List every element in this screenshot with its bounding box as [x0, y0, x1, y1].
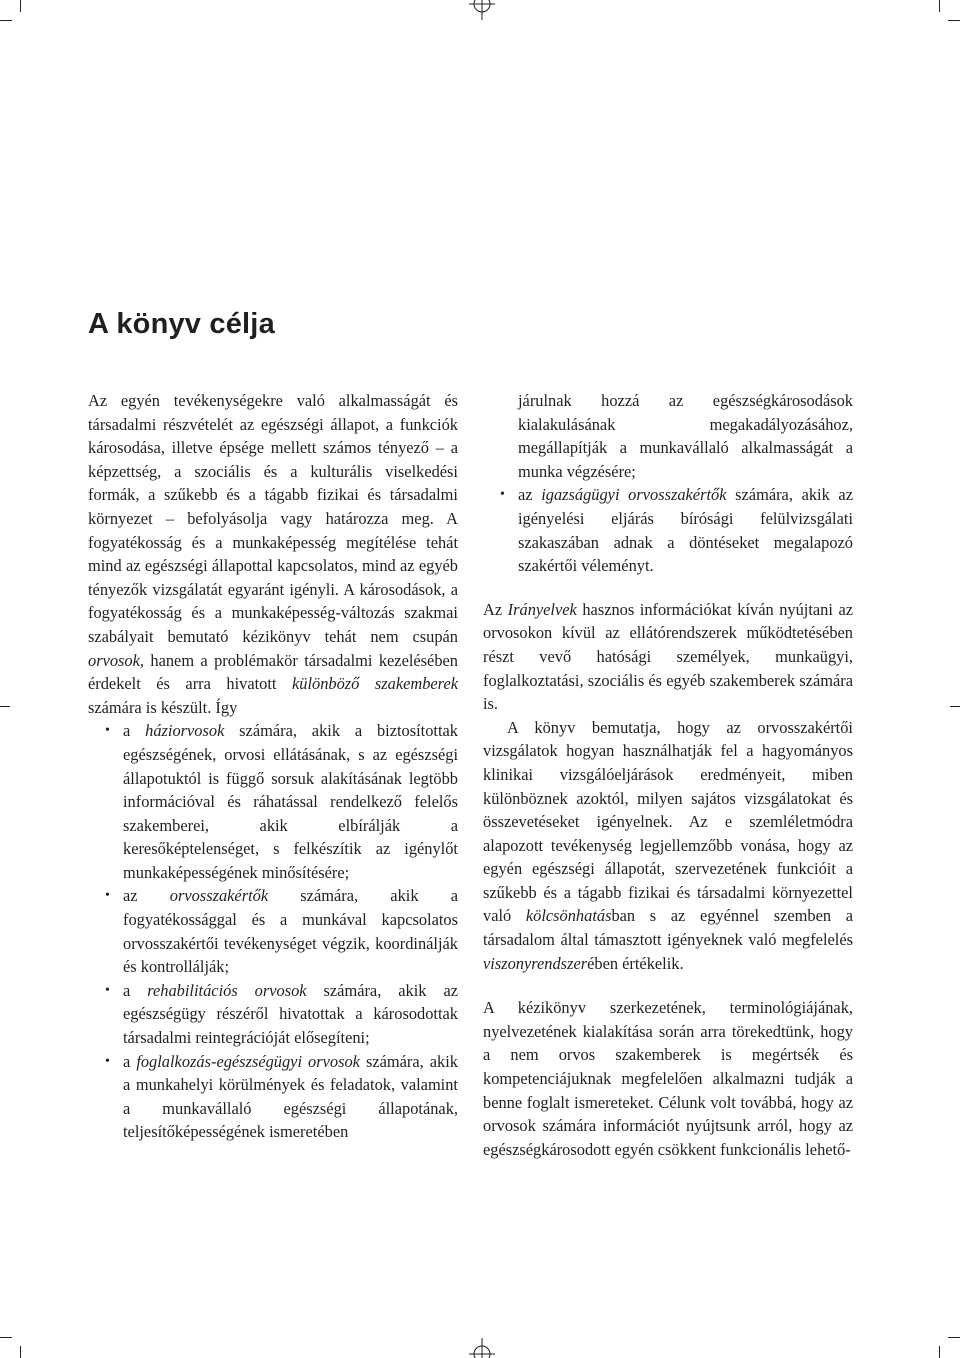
text-run: ében értékelik. — [587, 953, 684, 973]
audience-list-continued — [483, 389, 853, 578]
crop-mark — [939, 0, 940, 12]
crop-mark — [0, 1337, 12, 1338]
right-column — [483, 389, 853, 1161]
text-run: A könyv bemutatja, hogy az orvosszakértői vizsgálatok hogyan használhatják fel a hagyományos klinikai vizsgálóeljárások eredményeit, miben különböznek azoktól, milyen sajátos vizsgálatokat és összevetéseket igényelnek. Az e szemléletmódra alapozott tevékenység legjellemzőbb vonása, hogy az egyén egészségi állapotát, szervezetének funkcióit a szűkebb és a tágabb fizikai és társadalmi környezettel való — [483, 717, 853, 926]
text-run: számára, akik az igényelési eljárás bírósági felülvizsgálati szakaszában adnak a döntéseket megalapozó szakértői véleményt. — [518, 485, 853, 576]
italic-text: orvosok — [88, 650, 140, 670]
text-run: A kézikönyv szerkezetének, terminológiájának, nyelvezetének kialakítása során arra törekedtünk, hogy a nem orvos szakemberek is megértsék és kompetenciájuknak megfelelően alkalmazni tudják a benne foglalt ismereteket. Célunk volt továbbá, hogy az orvosok számára információt nyújtsunk arról, hogy az egészségkárosodott egyén csökkent funkcionális lehető- — [483, 998, 853, 1159]
text-run: az — [123, 886, 170, 906]
paragraph — [483, 716, 853, 976]
page-title: A könyv célja — [88, 308, 275, 340]
crop-mark — [0, 706, 10, 707]
paragraph — [483, 996, 853, 1161]
italic-text: Irányelvek — [507, 599, 577, 619]
crop-mark — [20, 0, 21, 12]
italic-text: rehabilitációs orvosok — [147, 980, 307, 1000]
italic-text: kölcsönhatás — [525, 906, 612, 926]
text-run: , hanem a problémakör társadalmi kezelésében érdekelt és arra hivatott — [88, 650, 458, 694]
text-run: számára, akik az egészségügy részéről hivatottak a károsodottak társadalmi reintegrációját elősegíteni; — [123, 980, 459, 1048]
text-run: hasznos információkat kíván nyújtani az orvosokon kívül az ellátórendszerek működtetésében részt vevő hatósági személyek, munkaügyi, foglalkoztatási, szociális és egyéb szakemberek számára is. — [483, 599, 853, 714]
list-item — [483, 483, 853, 577]
list-item — [88, 979, 458, 1050]
text-run: ban s az egyénnel szemben a társadalom által támasztott igényeknek való megfelelés — [483, 906, 853, 950]
italic-text: igazságügyi orvosszakértők — [541, 485, 727, 505]
text-run: számára, akik a fogyatékossággal és a munkával kapcsolatos orvosszakértői tevékenységet végzik, koordinálják és kontrollálják; — [123, 886, 458, 977]
list-item — [88, 1050, 458, 1144]
audience-list — [88, 719, 458, 1144]
text-run: Az egyén tevékenységekre való alkalmasságát és társadalmi részvételét az egészségi állapot, a funkciók károsodása, illetve épsége mellett számos tényező – a képzettség, a szociális és a kulturális viselkedési formák, a szűkebb és a tágabb fizikai és társadalmi környezet – befolyásolja vagy határozza meg. A fogyatékosság és a munkaképesség megítélése tehát mind az egészségi állapottal kapcsolatos, mind az egyéb tényezők vizsgálatát egyaránt igényli. A károsodások, a fogyatékosság és a munkaképesség-változás szakmai szabályait bemutató kézikönyv tehát nem csupán — [88, 391, 458, 646]
crop-mark — [20, 1346, 21, 1358]
text-run: járulnak hozzá az egészségkárosodások kialakulásának megakadályozásához, megállapítják a munkavállaló alkalmasságát a munka végzésére; — [518, 391, 853, 481]
left-column — [88, 389, 458, 1144]
text-run: a — [123, 721, 146, 741]
crop-mark — [948, 1337, 960, 1338]
text-run: a — [123, 1051, 137, 1071]
italic-text: foglalkozás-egészségügyi orvosok — [136, 1051, 360, 1071]
crop-mark — [0, 20, 12, 21]
text-run: számára, akik a munkahelyi körülmények és feladatok, valamint a munkavállaló egészségi állapotának, teljesítőképességének ismeretében — [123, 1051, 458, 1142]
registration-mark-icon — [469, 0, 495, 26]
intro-paragraph — [88, 389, 458, 719]
text-run: számára, akik a biztosítottak egészségének, orvosi ellátásának, s az egészségi állapotuktól is függő sorsuk alakításának legtöbb információval és ráhatással rendelkező felelős szakemberei, akik elbírálják a keresőképtelenséget, s felkészítik az igénylőt munkaképességének minősítésére; — [123, 721, 459, 882]
list-item-continued — [483, 389, 853, 483]
list-item — [88, 884, 458, 978]
italic-text: orvosszakértők — [169, 886, 269, 906]
italic-text: különböző szakemberek — [291, 674, 458, 694]
list-item — [88, 719, 458, 884]
crop-mark — [948, 20, 960, 21]
text-run: számára is készült. Így — [88, 697, 238, 717]
text-run: az — [518, 485, 542, 505]
text-run: Az — [483, 599, 508, 619]
paragraph — [483, 598, 853, 716]
crop-mark — [950, 706, 960, 707]
registration-mark-icon — [469, 1332, 495, 1358]
italic-text: viszonyrendszer — [483, 953, 588, 973]
crop-mark — [939, 1346, 940, 1358]
italic-text: háziorvosok — [145, 721, 225, 741]
text-run: a — [123, 980, 148, 1000]
